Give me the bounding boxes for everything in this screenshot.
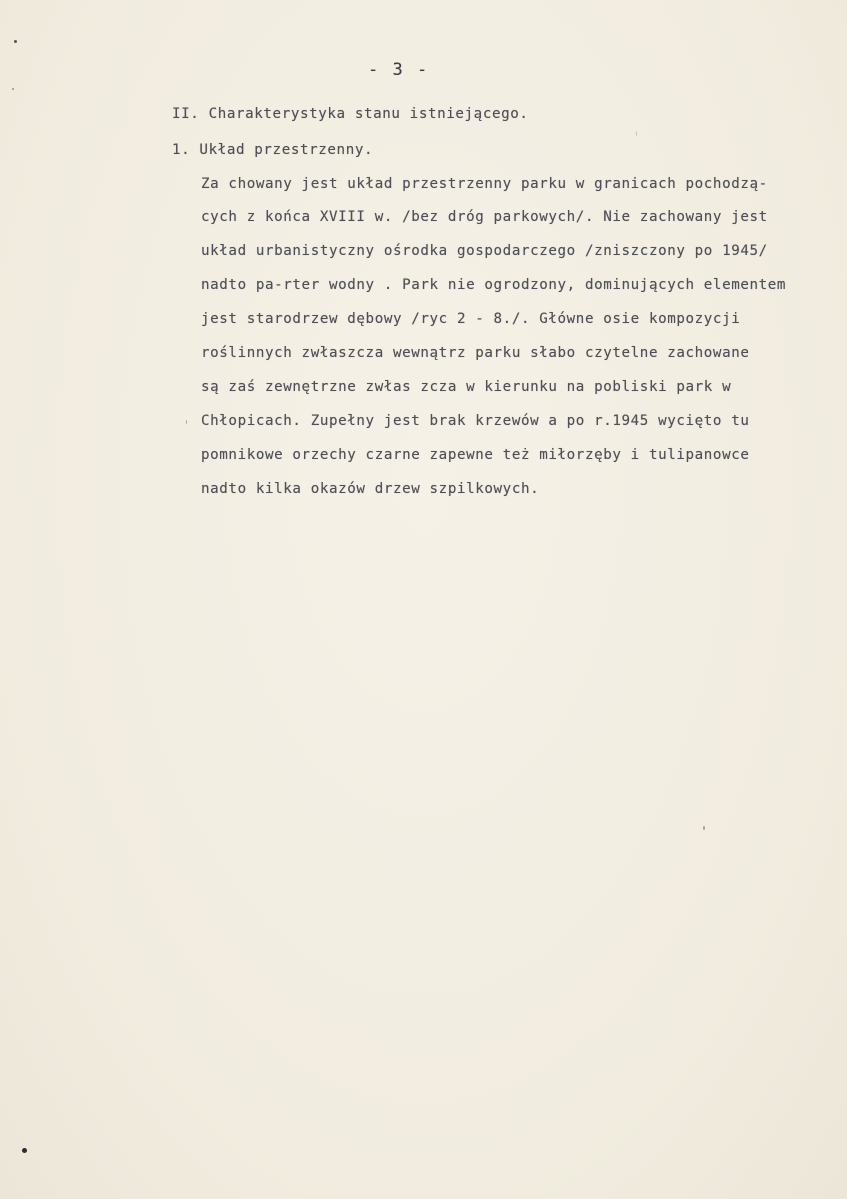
paragraph-line: nadto kilka okazów drzew szpilkowych. [201, 481, 540, 497]
paragraph-line: roślinnych zwłaszcza wewnątrz parku słabo czytelne zachowane [201, 345, 750, 361]
page-number: - 3 - [368, 60, 430, 80]
scan-speck [703, 826, 705, 830]
paragraph-line: Za chowany jest układ przestrzenny parku w granicach pochodzą- [201, 176, 768, 192]
paragraph-line: układ urbanistyczny ośrodka gospodarczego /zniszczony po 1945/ [201, 243, 768, 259]
paragraph-line: są zaś zewnętrzne zwłas zcza w kierunku na pobliski park w [201, 379, 732, 395]
paragraph-line: nadto pa-rter wodny . Park nie ogrodzony, dominujących elementem [201, 277, 787, 293]
paragraph-line: pomnikowe orzechy czarne zapewne też miłorzęby i tulipanowce [201, 447, 750, 463]
scan-speck [14, 40, 17, 43]
section-heading: II. Charakterystyka stanu istniejącego. [172, 106, 529, 122]
paragraph-line: jest starodrzew dębowy /ryc 2 - 8./. Główne osie kompozycji [201, 311, 741, 327]
scan-speck [186, 420, 187, 424]
scan-speck [636, 131, 637, 136]
scan-speck [12, 88, 14, 90]
subsection-heading: 1. Układ przestrzenny. [172, 142, 374, 158]
scan-speck [22, 1148, 27, 1153]
paragraph-line: Chłopicach. Zupełny jest brak krzewów a po r.1945 wycięto tu [201, 413, 750, 429]
paragraph-line: cych z końca XVIII w. /bez dróg parkowych/. Nie zachowany jest [201, 209, 768, 225]
